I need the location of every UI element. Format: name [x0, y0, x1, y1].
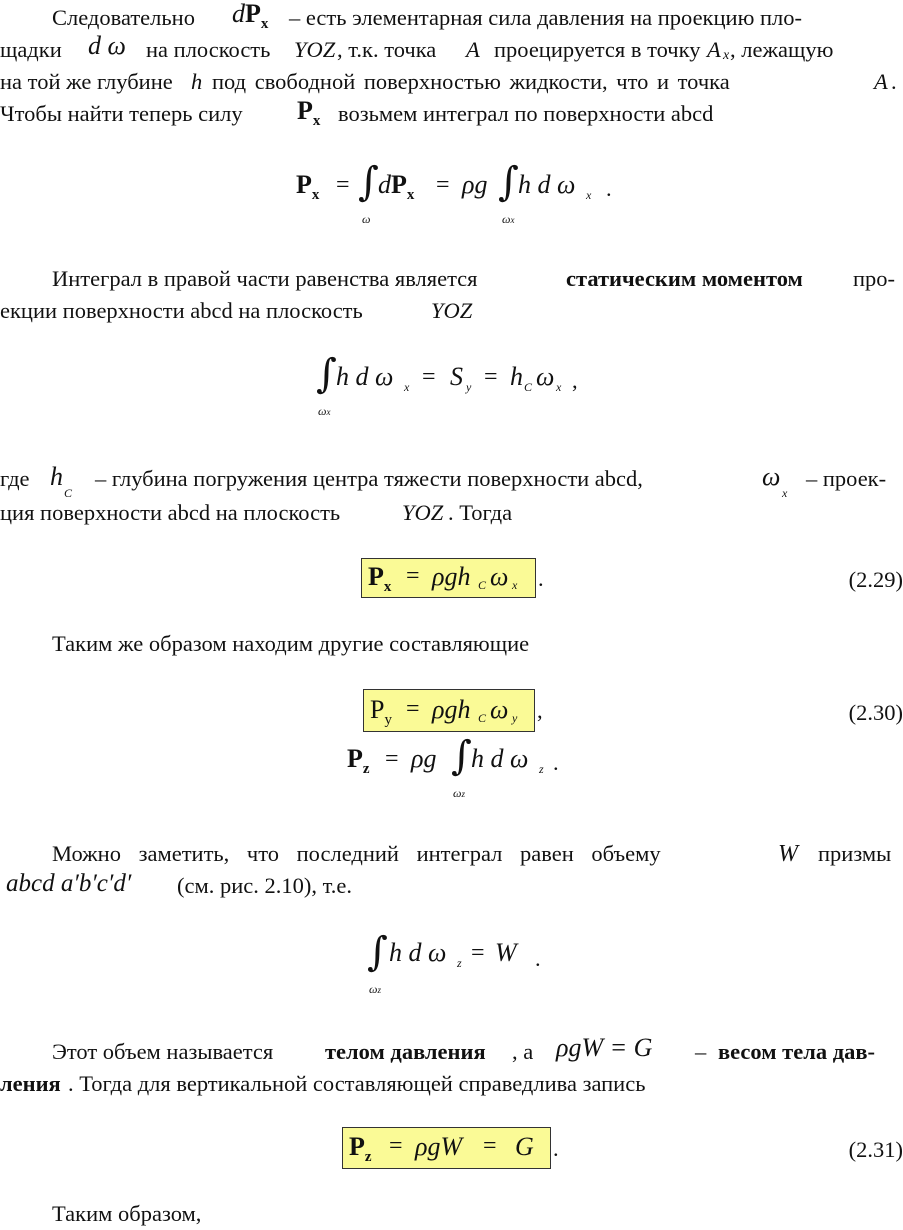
formula-pz-integral: $P_z$ = ρg ∫ ωz h d ω z .	[347, 733, 559, 800]
formula-px-integral: $P_x$ = ∫ ω $dP_x$ = ρg ∫ ωx h d ω x .	[296, 159, 612, 226]
equation-number-2-30: (2.30)	[848, 700, 903, 725]
formula-box-2-29: $P_x$ = ρgh C ω x	[361, 558, 536, 598]
Px-inline: $P_x$	[297, 96, 321, 129]
formula-box-2-30: $P_y$ = ρgh C ω y	[363, 689, 535, 732]
formula-volume-integral: ∫ ωz h d ω z = W .	[367, 929, 541, 996]
formula-box-2-31: $P_z$ = ρgW = G	[342, 1127, 551, 1169]
domega-inline: d ω	[88, 31, 126, 60]
document-page: Следовательно $dP_x$ – есть элементарная сила давления на проекцию пло- щадки d ω на плоскость YOZ , т.к. точка A проецируется в точку A x , лежащую на той же глубине h под свободной поверхностью жидкости, что и точка A . Чтобы найти теперь силу $P_x$ возьмем интеграл по поверхности abcd $P_x$ = ∫ ω $dP_x$ = ρg ∫ ωx h d ω x . Интеграл в правой части равенства является статическим моментом про- екции поверхности abcd на плоскость YOZ ∫ ωx h d ω x = S y = h C ω x , где h C – глубина погружения центра тяжести поверхности abcd, ω x – проек- ция поверхности abcd на плоскость YOZ . Тогда $P_x$ = ρgh C ω x . (2.29) Таким же образом находим другие составляющие $P_y$ = ρgh C ω y , (2.30) $P_z$ = ρg ∫ ωz h d ω z . Можно заметить, что последний интеграл равен объему W призмы abcd a′b′c′d′ (см. рис. 2.10), т.е. ∫ ωz h d ω z = W . Этот объем называется телом давления , а ρgW = G – весом тела дав- ления . Тогда для вертикальной составляющей справедлива запись $P_z$ = ρgW = G . (2.31) Таким образом,	[0, 0, 903, 1226]
dPx-inline: $dP_x$	[232, 0, 269, 32]
equation-number-2-31: (2.31)	[848, 1137, 903, 1162]
equation-number-2-29: (2.29)	[848, 567, 903, 592]
formula-static-moment: ∫ ωx h d ω x = S y = h C ω x ,	[316, 351, 578, 418]
